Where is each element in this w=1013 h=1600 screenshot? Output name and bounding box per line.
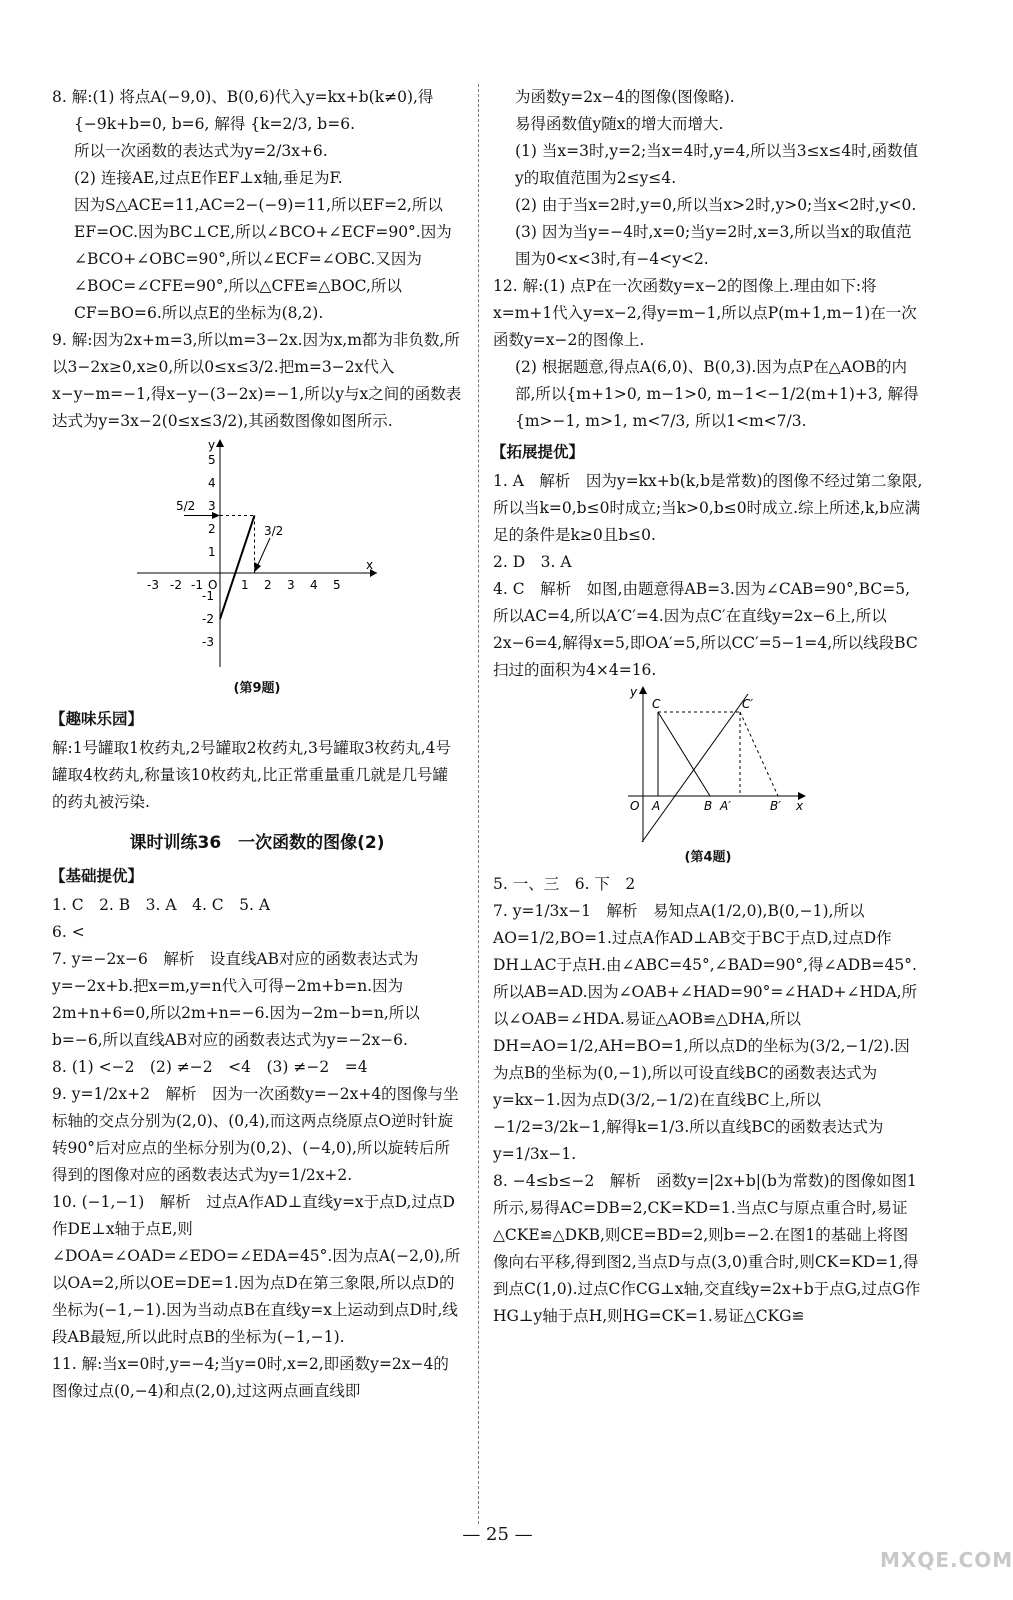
q11-cont-3: (1) 当x=3时,y=2;当x=4时,y=4,所以当3≤x≤4时,函数值y的取值范围为2≤y≤4. xyxy=(515,142,919,187)
fig9-five-halves: 5/2 xyxy=(176,499,196,513)
fig4-graph xyxy=(608,684,808,844)
fig9-xtick-2: 2 xyxy=(264,578,272,592)
fig9-ytick-2: 2 xyxy=(208,522,216,536)
q11-cont-4: (2) 由于当x=2时,y=0,所以当x>2时,y>0;当x<2时,y<0. xyxy=(515,196,917,214)
basic-item-10: 10. (−1,−1) 解析 过点A作AD⊥直线y=x于点D,过点D作DE⊥x轴于点E,则∠DOA=∠OAD=∠EDO=∠EDA=45°.因为点A(−2,0),所以OA=2,所以OE=DE=1.因为点D在第三象限,所以点D的坐标为(−1,−1).因为当动点B在直线y=x上运动到点D时,线段AB最短,所以此时点B的坐标为(−1,−1). xyxy=(52,1193,461,1346)
watermark: MXQE.COM xyxy=(880,1548,1013,1572)
fig4-C: C xyxy=(652,697,661,711)
more-item-8: 8. −4≤b≤−2 解析 函数y=|2x+b|(b为常数)的图像如图1所示,易得AC=DB=2,CK=KD=1.当点C与原点重合时,易证△CKE≌△DKB,则CE=BD=2,则b=−2.在图1的基础上将图像向右平移,得到图2,当点D与点(3,0)重合时,则CK=KD=1,得到点C(1,0).过点C作CG⊥x轴,交直线y=2x+b于点G,过点G作HG⊥y轴于点H,则HG=CK=1.易证△CKG≌ xyxy=(493,1172,921,1325)
ext-heading: 【拓展提优】 xyxy=(491,443,585,461)
fig4-A: A xyxy=(652,799,661,813)
fig9-xtick-4: 4 xyxy=(310,578,318,592)
q8-line4: (2) 连接AE,过点E作EF⊥x轴,垂足为F. xyxy=(74,169,343,187)
fun-heading: 【趣味乐园】 xyxy=(50,710,144,728)
q11-cont-2: 易得函数值y随x的增大而增大. xyxy=(515,115,724,133)
fig9-xtick-3: 3 xyxy=(287,578,295,592)
q11-cont-5: (3) 因为当y=−4时,x=0;当y=2时,x=3,所以当x的取值范围为0<x<3时,有−4<y<2. xyxy=(515,223,912,268)
q12-part2: (2) 根据题意,得点A(6,0)、B(0,3).因为点P在△AOB的内部,所以{m+1>0, m−1>0, m−1<−1/2(m+1)+3, 解得{m>−1, m>1, m<7/3, 所以1<m<7/3. xyxy=(515,358,919,430)
ext-item-4: 4. C 解析 如图,由题意得AB=3.因为∠CAB=90°,BC=5,所以AC=4,所以A′C′=4.因为点C′在直线y=2x−6上,所以2x−6=4,解得x=5,即OA′=5,所以CC′=5−1=4,所以线段BC扫过的面积为4×4=16. xyxy=(493,580,918,679)
column-divider xyxy=(478,84,479,1524)
fig4-x-label: x xyxy=(796,799,804,813)
ext-item-1: 1. A 解析 因为y=kx+b(k,b是常数)的图像不经过第二象限,所以当k=0,b≤0时成立;当k>0,b≤0时成立.综上所述,k,b应满足的条件是k≥0且b≤0. xyxy=(493,472,923,544)
fig9-xtick-m2: -2 xyxy=(170,578,182,592)
q8-system: {−9k+b=0, b=6, 解得 {k=2/3, b=6. xyxy=(74,115,356,133)
fig9-ytick-3: 3 xyxy=(208,499,216,513)
fig9-ytick-m2: -2 xyxy=(202,612,214,626)
left-column xyxy=(52,84,462,1405)
basic-heading: 【基础提优】 xyxy=(50,867,144,885)
fig9-x-label: x xyxy=(366,558,374,572)
fig9-xtick-1: 1 xyxy=(241,578,249,592)
basic-item-7: 7. y=−2x−6 解析 设直线AB对应的函数表达式为y=−2x+b.把x=m,y=n代入可得−2m+b=n.因为2m+n+6=0,所以2m+n=−6.因为−2m−b=n,所以b=−6,所以直线AB对应的函数表达式为y=−2x−6. xyxy=(52,950,420,1049)
basic-item-8: 8. (1) <−2 (2) ≠−2 <4 (3) ≠−2 =4 xyxy=(52,1058,368,1076)
page-number: — 25 — xyxy=(462,1524,533,1545)
fig9-three-halves: 3/2 xyxy=(264,524,284,538)
fig9-ytick-5: 5 xyxy=(208,453,216,467)
fig4-origin: O xyxy=(630,799,640,813)
basic-item-9: 9. y=1/2x+2 解析 因为一次函数y=−2x+4的图像与坐标轴的交点分别为(2,0)、(0,4),而这两点绕原点O逆时针旋转90°后对应点的坐标分别为(0,2)、(−4,0),所以旋转后所得到的图像对应的函数表达式为y=1/2x+2. xyxy=(52,1085,459,1184)
fig9-xtick-m3: -3 xyxy=(147,578,159,592)
q8-line5: 因为S△ACE=11,AC=2−(−9)=11,所以EF=2,所以EF=OC.因为BC⊥CE,所以∠BCO+∠ECF=90°.因为∠BCO+∠OBC=90°,所以∠ECF=∠OBC.又因为∠BOC=∠CFE=90°,所以△CFE≌△BOC,所以CF=BO=6.所以点E的坐标为(8,2). xyxy=(74,196,452,322)
fig4-y-label: y xyxy=(630,685,638,699)
fig4-CpBp xyxy=(740,712,778,796)
fig9-y-label: y xyxy=(208,438,216,452)
q11-cont-1: 为函数y=2x−4的图像(图像略). xyxy=(515,88,735,106)
fig9-segment xyxy=(220,516,255,620)
q9-text: 9. 解:因为2x+m=3,所以m=3−2x.因为x,m都为非负数,所以3−2x≥0,x≥0,所以0≤x≤3/2.把m=3−2x代入x−y−m=−1,得x−y−(3−2x)=−1,所以y与x之间的函数表达式为y=3x−2(0≤x≤3/2),其函数图像如图所示. xyxy=(52,331,462,430)
fig4-B: B xyxy=(704,799,713,813)
fig9-graph xyxy=(132,435,382,675)
fig9-ytick-m3: -3 xyxy=(202,635,214,649)
basic-item-1: 1. C 2. B 3. A 4. C 5. A xyxy=(52,896,271,914)
fig4-Ap: A′ xyxy=(720,799,731,813)
section-title: 课时训练36 一次函数的图像(2) xyxy=(129,833,385,853)
right-column xyxy=(493,84,923,1330)
q8-line3: 所以一次函数的表达式为y=2/3x+6. xyxy=(74,142,328,160)
more-item-7: 7. y=1/3x−1 解析 易知点A(1/2,0),B(0,−1),所以AO=1/2,BO=1.过点A作AD⊥AB交于BC于点D,过点D作DH⊥AC于点H.由∠ABC=45°,∠BAD=90°,得∠ADB=45°.所以AB=AD.因为∠OAB+∠HAD=90°=∠HAD+∠HDA,所以∠OAB=∠HDA.易证△AOB≌△DHA,所以DH=AO=1/2,AH=BO=1,所以点D的坐标为(3/2,−1/2).因为点B的坐标为(0,−1),所以可设直线BC的函数表达式为y=kx−1.因为点D(3/2,−1/2)在直线BC上,所以−1/2=3/2k−1,解得k=1/3.所以直线BC的函数表达式为y=1/3x−1. xyxy=(493,902,918,1163)
fig9-xtick-5: 5 xyxy=(333,578,341,592)
fun-text: 解:1号罐取1枚药丸,2号罐取2枚药丸,3号罐取3枚药丸,4号罐取4枚药丸,称量该10枚药丸,比正常重量重几就是几号罐的药丸被污染. xyxy=(52,739,452,811)
q12-part1: 12. 解:(1) 点P在一次函数y=x−2的图像上.理由如下:将x=m+1代入y=x−2,得y=m−1,所以点P(m+1,m−1)在一次函数y=x−2的图像上. xyxy=(493,277,917,349)
fig9-ytick-1: 1 xyxy=(208,545,216,559)
fig4-Cp: C′ xyxy=(742,697,754,711)
basic-item-11: 11. 解:当x=0时,y=−4;当y=0时,x=2,即函数y=2x−4的图像过点(0,−4)和点(2,0),过这两点画直线即 xyxy=(52,1355,449,1400)
fig9-xtick-m1: -1 xyxy=(191,578,203,592)
more-item-5: 5. 一、三 6. 下 2 xyxy=(493,875,636,893)
basic-item-6: 6. < xyxy=(52,923,85,941)
fig4-caption: (第4题) xyxy=(684,850,732,865)
fig9-caption: (第9题) xyxy=(233,681,281,696)
fig9-ytick-m1: -1 xyxy=(202,589,214,603)
ext-item-2: 2. D 3. A xyxy=(493,553,572,571)
fig4-Bp: B′ xyxy=(770,799,781,813)
fig9-ytick-4: 4 xyxy=(208,476,216,490)
fig9-origin: O xyxy=(208,578,218,592)
q8-line1: 8. 解:(1) 将点A(−9,0)、B(0,6)代入y=kx+b(k≠0),得 xyxy=(52,88,434,106)
